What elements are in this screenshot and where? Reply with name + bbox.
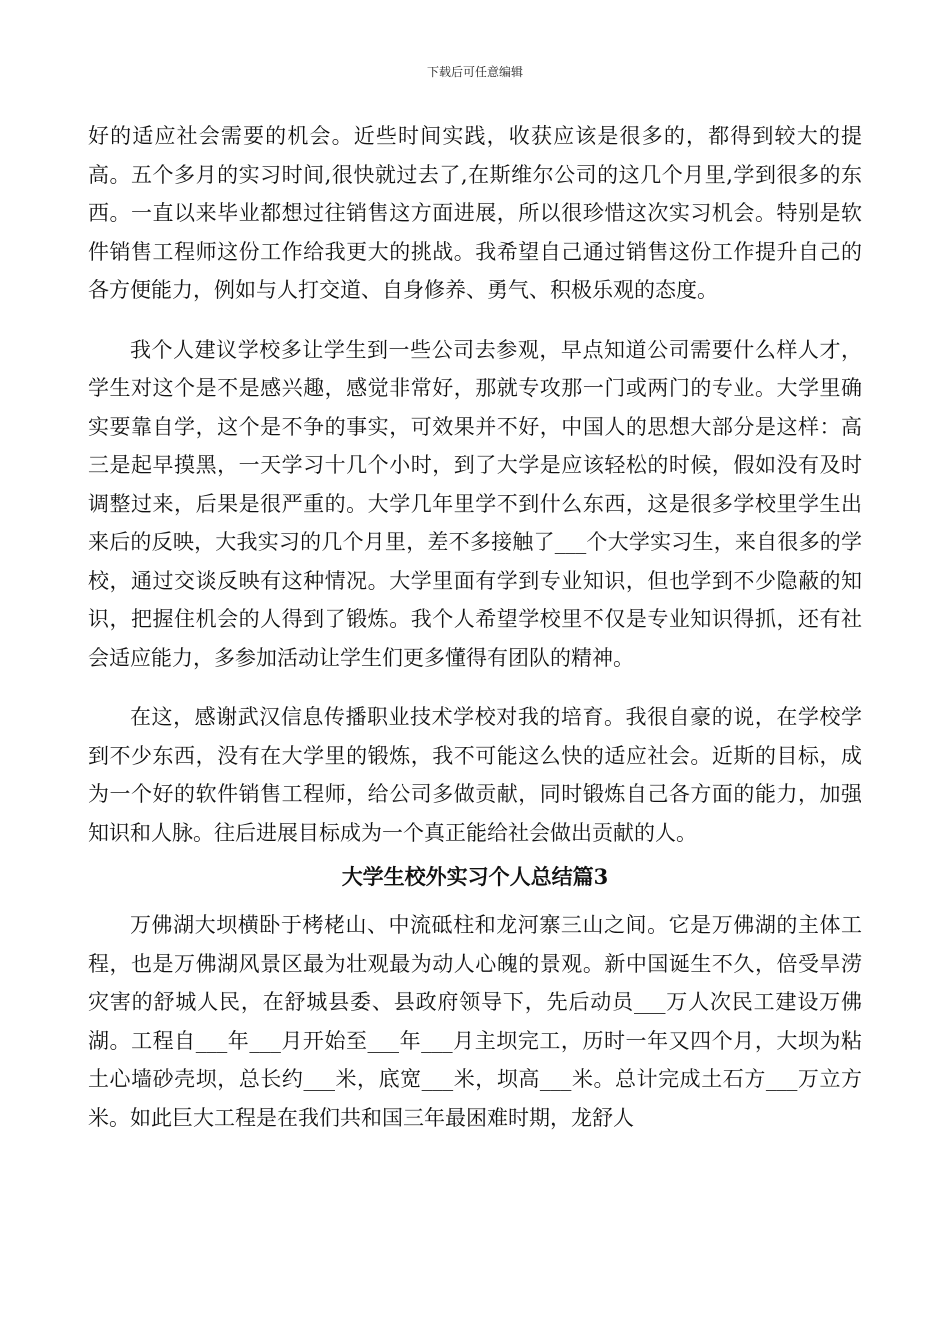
document-body bbox=[88, 117, 862, 1137]
paragraph-3: 在这，感谢武汉信息传播职业技术学校对我的培育。我很自豪的说，在学校学到不少东西，没有在大学里的锻炼，我不可能这么快的适应社会。近斯的目标，成为一个好的软件销售工程师，给公司多做贡献，同时锻炼自己各方面的能力，加强知识和人脉。往后进展目标成为一个真正能给社会做出贡献的人。 bbox=[88, 705, 862, 845]
paragraph-gap bbox=[88, 677, 862, 698]
header-note: 下载后可任意编辑 bbox=[426, 65, 523, 79]
section-title: 大学生校外实习个人总结篇3 bbox=[341, 864, 609, 889]
paragraph-1: 好的适应社会需要的机会。近些时间实践，收获应该是很多的，都得到较大的提高。五个多月的实习时间,很快就过去了,在斯维尔公司的这几个月里,学到很多的东西。一直以来毕业都想过往销售这方面进展，所以很珍惜这次实习机会。特别是软件销售工程师这份工作给我更大的挑战。我希望自己通过销售这份工作提升自己的各方便能力，例如与人打交道、自身修养、勇气、积极乐观的态度。 bbox=[88, 124, 862, 302]
paragraph-4: 万佛湖大坝横卧于栲栳山、中流砥柱和龙河寨三山之间。它是万佛湖的主体工程，也是万佛湖风景区最为壮观最为动人心魄的景观。新中国诞生不久，倍受旱涝灾害的舒城人民，在舒城县委、县政府领导下，先后动员___万人次民工建设万佛湖。工程自___年___月开始至___年___月主坝完工，历时一年又四个月，大坝为粘土心墙砂壳坝，总长约___米，底宽___米，坝高___米。总计完成土石方___万立方米。如此巨大工程是在我们共和国三年最困难时期，龙舒人 bbox=[88, 913, 862, 1130]
paragraph-2: 我个人建议学校多让学生到一些公司去参观，早点知道公司需要什么样人才，学生对这个是不是感兴趣，感觉非常好，那就专攻那一门或两门的专业。大学里确实要靠自学，这个是不争的事实，可效果并不好，中国人的思想大部分是这样：高三是起早摸黑，一天学习十几个小时，到了大学是应该轻松的时候，假如没有及时调整过来，后果是很严重的。大学几年里学不到什么东西，这是很多学校里学生出来后的反映，大我实习的几个月里，差不多接触了___个大学实习生，来自很多的学校，通过交谈反映有这种情况。大学里面有学到专业知识，但也学到不少隐蔽的知识，把握住机会的人得到了锻炼。我个人希望学校里不仅是专业知识得抓，还有社会适应能力，多参加活动让学生们更多懂得有团队的精神。 bbox=[88, 337, 862, 670]
paragraph-gap bbox=[88, 310, 862, 331]
